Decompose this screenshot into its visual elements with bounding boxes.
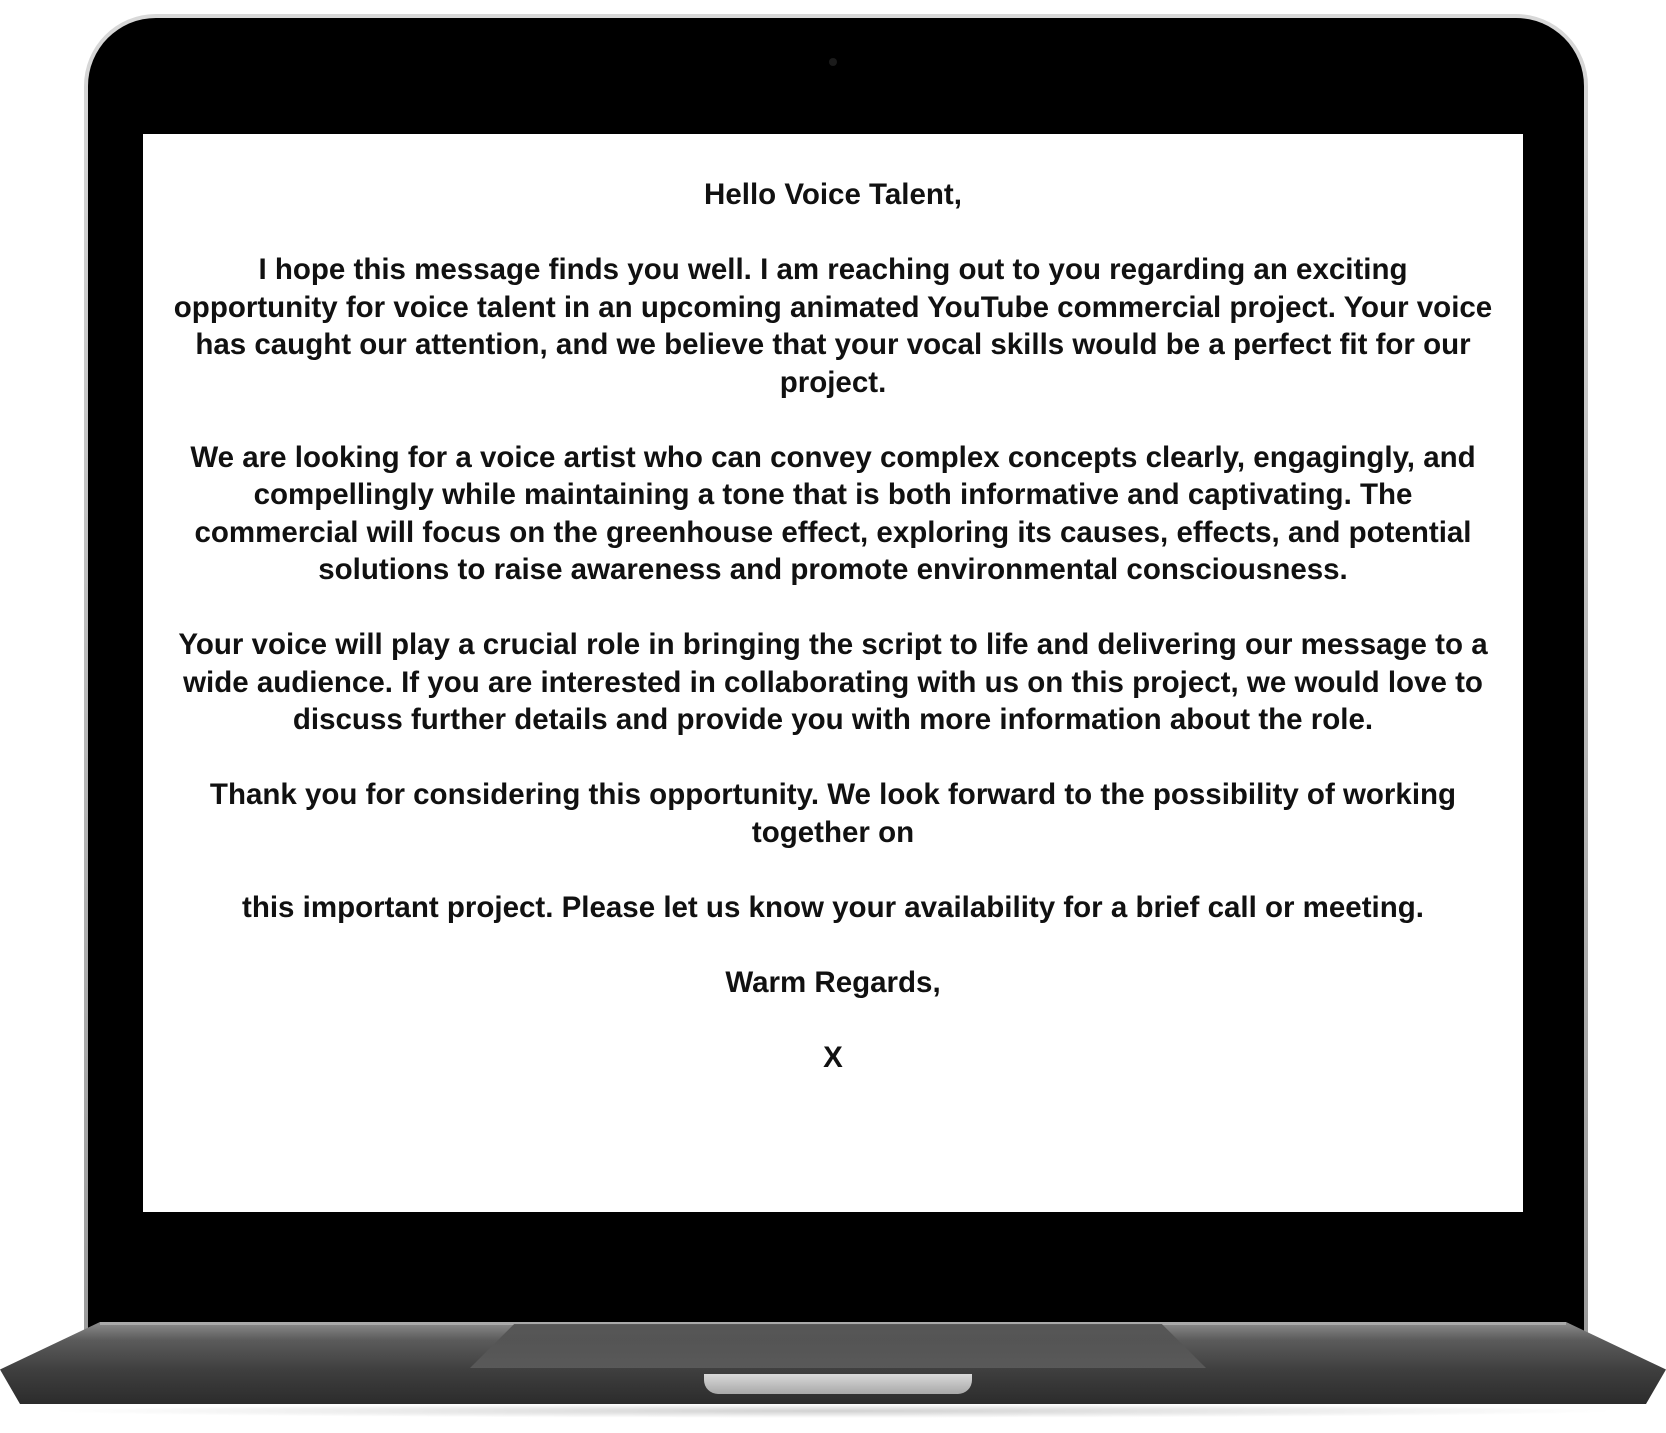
letter-closing: Warm Regards, <box>725 965 941 999</box>
letter-greeting: Hello Voice Talent, <box>704 178 962 211</box>
letter-paragraph-requirements: We are looking for a voice artist who can convey complex concepts clearly, engagingly, and compellingly while maintaining a tone that is both informative and captivating. The commercial will focus on the greenhouse effect, exploring its causes, effects, and potential solutions to raise awareness and promote environmental consciousness. <box>190 440 1476 586</box>
letter-paragraph-role: Your voice will play a crucial role in bringing the script to life and delivering our message to a wide audience. If you are interested in collaborating with us on this project, we would love to discuss further details and provide you with more information about the role. <box>178 628 1488 736</box>
laptop-shadow <box>40 1404 1626 1418</box>
laptop-hinge <box>470 1324 1206 1368</box>
letter-paragraph-thanks: Thank you for considering this opportunity. We look forward to the possibility of working together on <box>209 778 1457 849</box>
letter-screen <box>143 134 1523 1212</box>
letter-paragraph-intro: I hope this message finds you well. I am reaching out to you regarding an exciting opportunity for voice talent in an upcoming animated YouTube commercial project. Your voice has caught our attention, and we believe that your vocal skills would be a perfect fit for our project. <box>173 253 1493 399</box>
laptop-opening-notch <box>704 1374 972 1394</box>
webcam-icon <box>829 58 837 66</box>
letter-signature: X <box>823 1040 843 1074</box>
letter-paragraph-availability: this important project. Please let us know your availability for a brief call or meeting. <box>242 890 1424 924</box>
